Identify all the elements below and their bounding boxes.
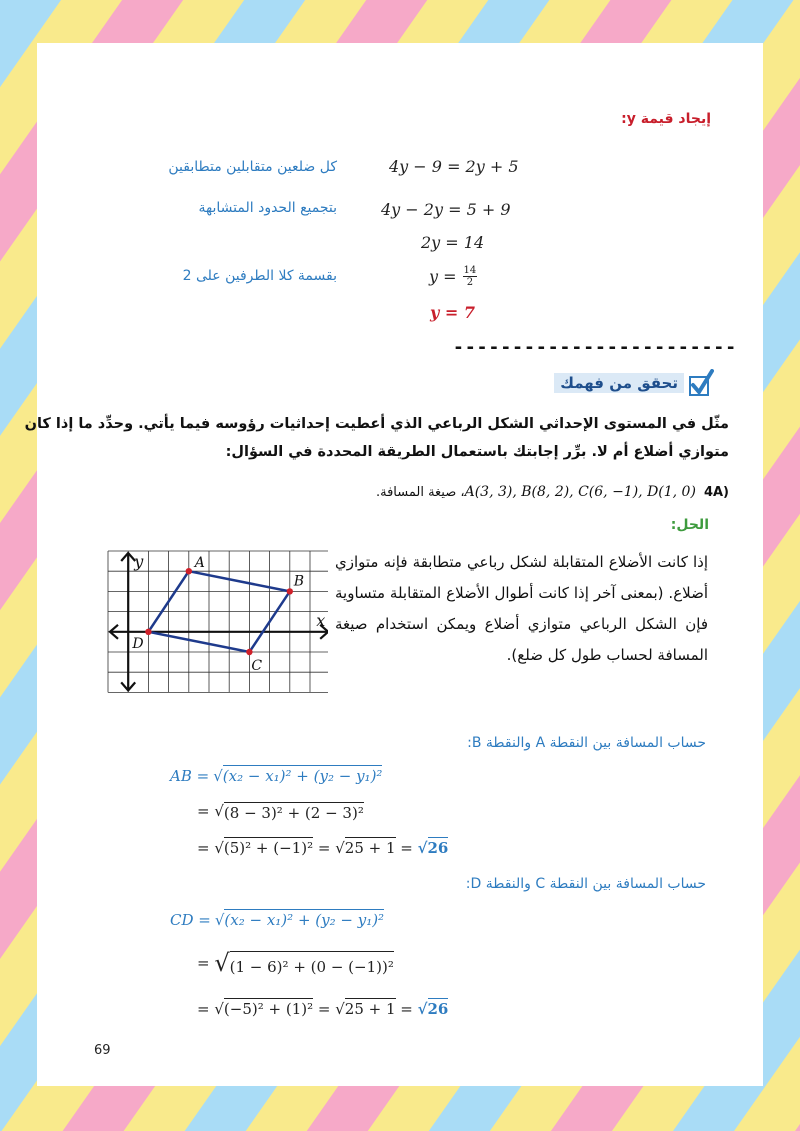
step-equation: 4y − 2y = 5 + 9 (381, 200, 511, 219)
vertex-point (246, 649, 252, 655)
sqrt-symbol: √ (335, 839, 345, 857)
step-equation (429, 265, 477, 288)
fraction-denominator: 2 (466, 277, 474, 288)
ab-line-1 (170, 765, 382, 785)
y-axis-label: y (134, 552, 144, 571)
find-y-heading: إيجاد قيمة y: (621, 111, 711, 127)
x-axis-label: x (316, 610, 326, 630)
cd-substitution: (1 − 6)² + (0 − (−1))² (230, 951, 394, 976)
explanation-text: إذا كانت الأضلاع المتقابلة لشكل رباعي متطابقة فإنه متوازي أضلاع. (بمعنى آخر إذا كانت أطوال الأضلاع المتقابلة متساوية فإن الشكل الرباعي متوازي أضلاع ويمكن استخدام صيغة المسافة لحساب طول كل ضلع). (335, 553, 708, 664)
check-understanding-header (549, 369, 714, 399)
vertex-point (287, 588, 293, 594)
cd-formula: (x₂ − x₁)² + (y₂ − y₁)² (224, 911, 385, 929)
cd-line-1 (170, 909, 384, 929)
equation-lhs: y = (429, 267, 457, 286)
cd-line-3 (197, 998, 448, 1018)
vertex-label: C (251, 658, 263, 674)
equals-sign: = (197, 1000, 215, 1018)
vertex-label: D (132, 635, 144, 652)
vertex-label: B (293, 573, 305, 590)
ab-line-3 (197, 837, 448, 857)
sqrt-symbol: √ (214, 839, 224, 857)
fraction (463, 265, 478, 288)
problem-number: 4A) (703, 485, 729, 500)
cd-line-2 (197, 949, 394, 977)
result-y: y = 7 (430, 303, 475, 322)
sqrt-symbol: √ (213, 767, 223, 785)
equals-sign: = (395, 839, 418, 857)
page-number: 69 (94, 1043, 111, 1058)
ab-formula: (x₂ − x₁)² + (y₂ − y₁)² (222, 767, 383, 785)
vertex-point (186, 568, 192, 574)
ab-simplified: (5)² + (−1)² (223, 839, 314, 857)
vertex-point (145, 629, 151, 635)
sqrt-symbol: √ (335, 1000, 345, 1018)
step-equation: 4y − 9 = 2y + 5 (389, 157, 519, 176)
sqrt-symbol: √ (214, 911, 225, 929)
ab-lhs: AB = (170, 767, 210, 785)
problem-line-1: مثّل في المستوى الإحداثي الشكل الرباعي الذي أعطيت إحداثيات رؤوسه فيما يأتي. وحدِّد ما إذا كان (24, 416, 729, 432)
ab-substitution: (8 − 3)² + (2 − 3)² (223, 804, 364, 822)
problem-coordinates: A(3, 3), B(8, 2), C(6, −1), D(1, 0) (464, 484, 696, 500)
sqrt-symbol: √ (417, 839, 428, 857)
fraction-numerator: 14 (463, 265, 477, 276)
checkbox-icon (688, 369, 714, 399)
cd-sum: 25 + 1 (344, 1000, 396, 1018)
page-sheet (24, 43, 763, 1086)
equals-sign: = (313, 839, 336, 857)
problem-4a (376, 484, 729, 500)
step-note: بتجميع الحدود المتشابهة (198, 200, 337, 216)
problem-method: ، صيغة المسافة. (375, 485, 465, 500)
cd-simplified: (−5)² + (1)² (223, 1000, 314, 1018)
cd-lhs: CD = (170, 911, 211, 929)
cd-title: حساب المسافة بين النقطة C والنقطة D: (465, 876, 706, 892)
problem-line-2: متوازي أضلاع أم لا. برِّر إجابتك باستعمال الطريقة المحددة في السؤال: (225, 444, 729, 460)
equals-sign: = (197, 954, 215, 972)
ab-line-2 (197, 802, 364, 822)
equals-sign: = (313, 1000, 336, 1018)
coordinate-graph (106, 549, 328, 733)
dashed-separator: ------------------------ (453, 337, 738, 358)
ab-sum: 25 + 1 (344, 839, 396, 857)
step-note: كل ضلعين متقابلين متطابقين (168, 159, 337, 175)
solution-label: الحل: (670, 517, 709, 533)
step-note: بقسمة كلا الطرفين على 2 (182, 268, 337, 284)
sqrt-symbol: √ (214, 802, 224, 820)
sqrt-symbol: √ (417, 1000, 428, 1018)
step-equation: 2y = 14 (421, 233, 485, 252)
ab-title: حساب المسافة بين النقطة A والنقطة B: (467, 735, 706, 751)
equals-sign: = (197, 839, 215, 857)
cd-result: 26 (427, 1000, 449, 1018)
ab-result: 26 (427, 839, 449, 857)
vertex-label: A (194, 555, 205, 572)
equals-sign: = (395, 1000, 418, 1018)
sqrt-symbol: √ (214, 949, 230, 977)
check-understanding-title: تحقق من فهمك (554, 373, 684, 393)
equals-sign: = (197, 802, 215, 820)
sqrt-symbol: √ (214, 1000, 224, 1018)
